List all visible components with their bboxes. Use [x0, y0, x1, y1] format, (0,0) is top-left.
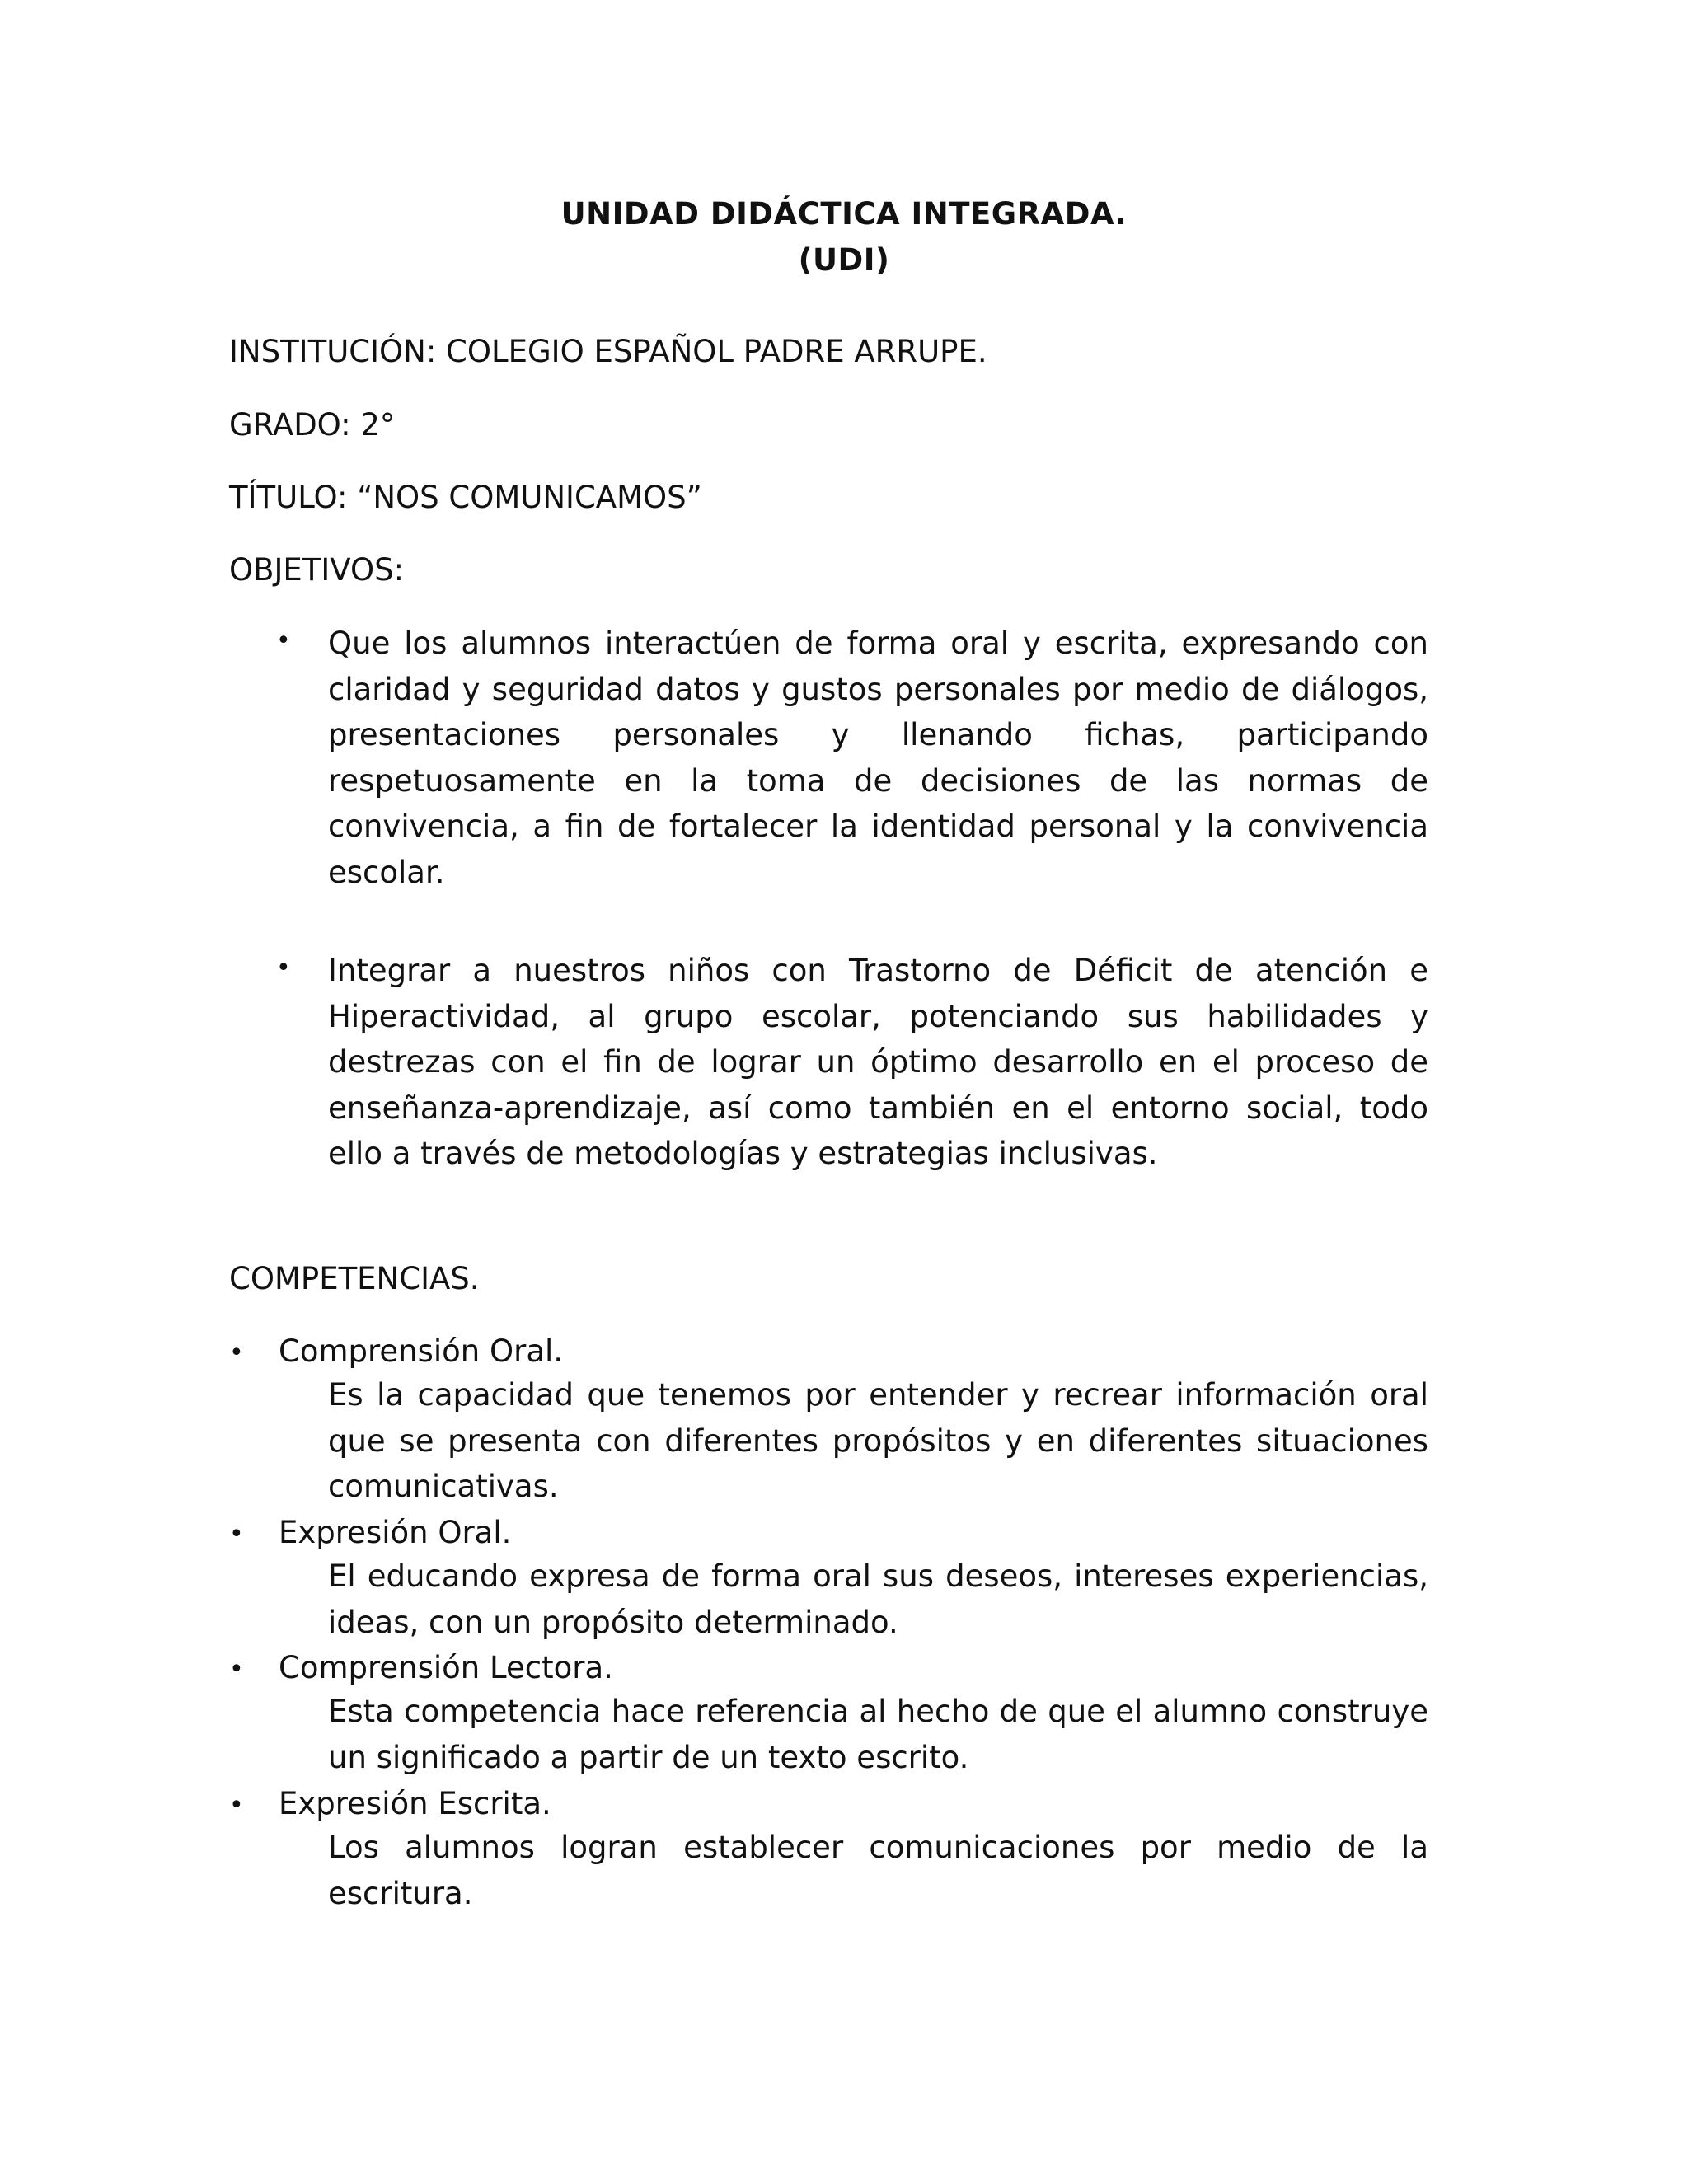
title-line: TÍTULO: “NOS COMUNICAMOS” [229, 480, 702, 515]
competency-desc-4: Los alumnos logran establecer comunicaciones por medio de la escritura. [328, 1830, 1428, 1911]
objective-item-1: Que los alumnos interactúen de forma oral y escrita, expresando con claridad y seguridad datos y gustos personales por medio de diálogos, presentaciones personales y llenando fichas, participando respetuosamente en la toma de decisiones de las normas de convivencia, a fin de fortalecer la identidad personal y la convivencia escolar. [328, 626, 1428, 890]
bullet-icon: • [276, 954, 291, 982]
bullet-icon: • [229, 1338, 244, 1367]
competency-name-3: Comprensión Lectora. [279, 1650, 613, 1685]
objectives-label: OBJETIVOS: [229, 552, 405, 588]
competency-desc-3: Esta competencia hace referencia al hecho de que el alumno construye un significado a partir de un texto escrito. [328, 1694, 1428, 1775]
bullet-icon: • [229, 1655, 244, 1684]
competency-name-2: Expresión Oral. [279, 1515, 512, 1550]
grade-line: GRADO: 2° [229, 407, 396, 443]
competencies-label: COMPETENCIAS. [229, 1261, 480, 1296]
bullet-icon: • [276, 626, 291, 655]
bullet-icon: • [229, 1520, 244, 1549]
competency-desc-2: El educando expresa de forma oral sus deseos, intereses experiencias, ideas, con un propósito determinado. [328, 1558, 1428, 1640]
document-title: UNIDAD DIDÁCTICA INTEGRADA. [560, 196, 1128, 232]
competency-desc-1: Es la capacidad que tenemos por entender y recrear información oral que se presenta con diferentes propósitos y en diferentes situaciones comunicativas. [328, 1377, 1428, 1504]
competency-name-4: Expresión Escrita. [279, 1786, 551, 1821]
document-subtitle: (UDI) [798, 242, 890, 278]
competency-name-1: Comprensión Oral. [279, 1333, 564, 1369]
bullet-icon: • [229, 1791, 244, 1820]
objective-item-2: Integrar a nuestros niños con Trastorno de Déficit de atención e Hiperactividad, al grupo escolar, potenciando sus habilidades y destrezas con el fin de lograr un óptimo desarrollo en el proceso de enseñanza-aprendizaje, así como también en el entorno social, todo ello a través de metodologías y estrategias inclusivas. [328, 953, 1428, 1171]
institution-line: INSTITUCIÓN: COLEGIO ESPAÑOL PADRE ARRUPE. [229, 334, 987, 369]
